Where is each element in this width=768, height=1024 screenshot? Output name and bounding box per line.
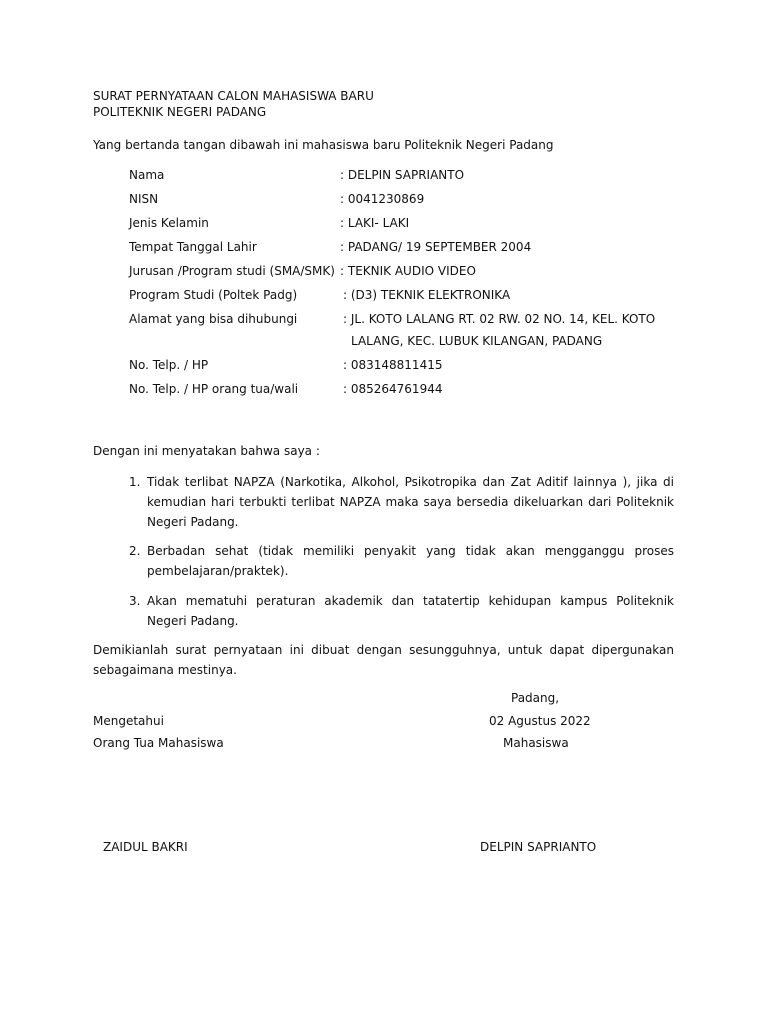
field-label-alamat: Alamat yang bisa dihubungi: [129, 312, 298, 326]
field-value-nisn: : 0041230869: [340, 192, 425, 206]
field-value-nama: : DELPIN SAPRIANTO: [340, 168, 465, 182]
statement-text-2: Berbadan sehat (tidak memiliki penyakit yang tidak akan mengganggu proses pembelajaran/praktek).: [147, 544, 674, 578]
left-sign-role: Orang Tua Mahasiswa: [93, 736, 224, 750]
field-value-jurusan: : TEKNIK AUDIO VIDEO: [340, 264, 476, 278]
field-label-program-studi: Program Studi (Poltek Padg): [129, 288, 298, 302]
right-sign-role: Mahasiswa: [503, 736, 569, 750]
statement-number-2: 2.: [129, 544, 141, 558]
right-signer-name: DELPIN SAPRIANTO: [480, 840, 597, 854]
field-value-telp: : 083148811415: [343, 358, 443, 372]
statement-text-3: Akan mematuhi peraturan akademik dan tatatertip kehidupan kampus Politeknik Negeri Padang.: [147, 594, 674, 628]
signature-place: Padang,: [511, 691, 560, 705]
field-value-alamat-line2: LALANG, KEC. LUBUK KILANGAN, PADANG: [351, 334, 603, 348]
document-title-line2: POLITEKNIK NEGERI PADANG: [93, 105, 267, 119]
statement-intro: Dengan ini menyatakan bahwa saya :: [93, 444, 320, 458]
intro-text: Yang bertanda tangan dibawah ini mahasiswa baru Politeknik Negeri Padang: [93, 138, 554, 152]
field-label-telp: No. Telp. / HP: [129, 358, 209, 372]
field-value-telp-ortu: : 085264761944: [343, 382, 443, 396]
left-signer-name: ZAIDUL BAKRI: [103, 840, 188, 854]
field-label-telp-ortu: No. Telp. / HP orang tua/wali: [129, 382, 299, 396]
left-sign-heading: Mengetahui: [93, 714, 164, 728]
field-value-ttl: : PADANG/ 19 SEPTEMBER 2004: [340, 240, 532, 254]
field-label-ttl: Tempat Tanggal Lahir: [129, 240, 257, 254]
signature-date: 02 Agustus 2022: [489, 714, 591, 728]
field-value-program-studi: : (D3) TEKNIK ELEKTRONIKA: [343, 288, 511, 302]
closing-paragraph: Demikianlah surat pernyataan ini dibuat dengan sesungguhnya, untuk dapat dipergunakan sebagaimana mestinya.: [93, 643, 674, 677]
statement-text-1: Tidak terlibat NAPZA (Narkotika, Alkohol, Psikotropika dan Zat Aditif lainnya ), jika di kemudian hari terbukti terlibat NAPZA maka saya bersedia dikeluarkan dari Politeknik Negeri Padang.: [147, 475, 674, 529]
field-value-jenis-kelamin: : LAKI- LAKI: [340, 216, 410, 230]
document-title-line1: SURAT PERNYATAAN CALON MAHASISWA BARU: [93, 89, 374, 103]
field-label-jenis-kelamin: Jenis Kelamin: [129, 216, 209, 230]
field-label-nisn: NISN: [129, 192, 159, 206]
statement-number-1: 1.: [129, 475, 141, 489]
statement-number-3: 3.: [129, 594, 141, 608]
field-value-alamat-line1: : JL. KOTO LALANG RT. 02 RW. 02 NO. 14, KEL. KOTO: [343, 312, 656, 326]
field-label-nama: Nama: [129, 168, 165, 182]
field-label-jurusan: Jurusan /Program studi (SMA/SMK): [129, 264, 335, 278]
